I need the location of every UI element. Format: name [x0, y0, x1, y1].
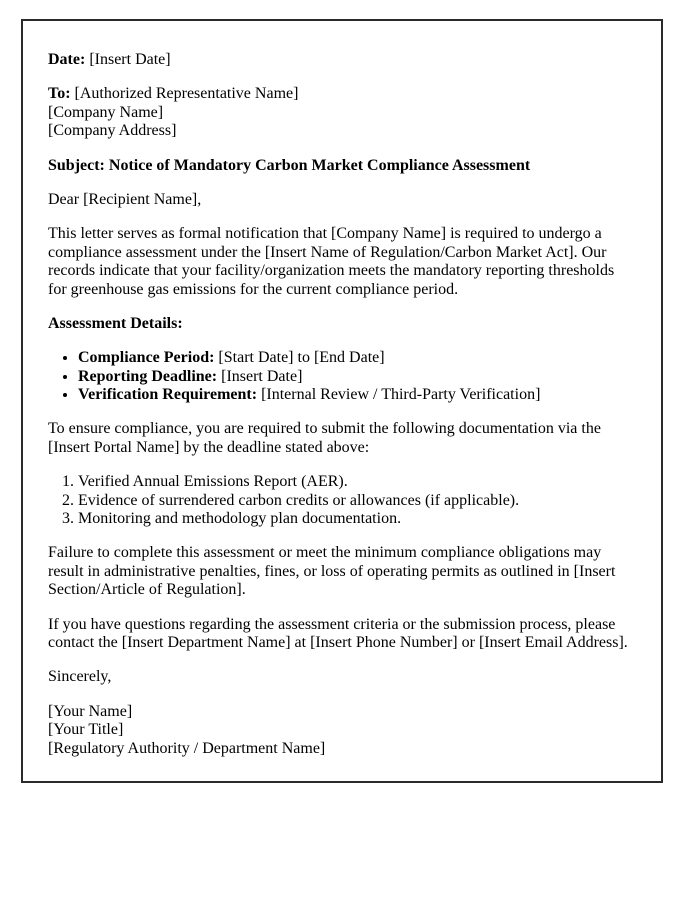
assessment-details-list — [48, 349, 636, 404]
list-item-value: [Internal Review / Third-Party Verification] — [257, 386, 541, 404]
list-item-label: Reporting Deadline: — [78, 367, 218, 385]
list-item-label: Compliance Period: — [78, 349, 215, 367]
intro-paragraph: This letter serves as formal notification that [Company Name] is required to undergo a compliance assessment under the [Insert Name of Regulation/Carbon Market Act]. Our records indicate that your facility/organization meets the mandatory reporting thresholds for greenhouse gas emissions for the current compliance period. — [48, 225, 615, 298]
list-item-value: [Start Date] to [End Date] — [214, 349, 385, 367]
penalty-paragraph: Failure to complete this assessment or meet the minimum compliance obligations may result in administrative penalties, fines, or loss of operating permits as outlined in [Insert Section/Article of Regulation]. — [48, 544, 616, 599]
assessment-details-heading: Assessment Details: — [48, 314, 183, 332]
list-item-reporting-deadline — [78, 368, 636, 386]
list-item-verification-requirement — [78, 386, 636, 404]
to-label: To: — [48, 85, 71, 103]
salutation: Dear [Recipient Name], — [48, 190, 202, 208]
list-item-compliance-period — [78, 349, 636, 367]
required-documents-list — [48, 473, 636, 528]
date-label: Date: — [48, 51, 86, 68]
letter-document — [21, 19, 663, 783]
to-value: [Authorized Representative Name] — [70, 85, 299, 103]
signature-authority: [Regulatory Authority / Department Name] — [48, 739, 326, 757]
list-item-aer: 1. Verified Annual Emissions Report (AER). — [78, 473, 636, 491]
signature-title: [Your Title] — [48, 721, 124, 739]
signature-block — [48, 703, 636, 758]
company-name: [Company Name] — [48, 103, 164, 121]
recipient-block — [48, 85, 636, 140]
date-value: [Insert Date] — [85, 51, 171, 68]
list-item-value: [Insert Date] — [217, 367, 303, 385]
contact-paragraph: If you have questions regarding the assessment criteria or the submission process, please contact the [Insert Department Name] at [Insert Phone Number] or [Insert Email Address]. — [48, 615, 628, 651]
company-address: [Company Address] — [48, 122, 177, 140]
date-line — [48, 51, 636, 69]
list-item-monitoring-plan: 3. Monitoring and methodology plan documentation. — [78, 510, 636, 528]
closing: Sincerely, — [48, 668, 112, 686]
list-item-label: Verification Requirement: — [78, 386, 258, 404]
list-item-credits-evidence: 2. Evidence of surrendered carbon credits or allowances (if applicable). — [78, 492, 636, 510]
submission-paragraph: To ensure compliance, you are required to submit the following documentation via the [Insert Portal Name] by the deadline stated above: — [48, 420, 601, 456]
subject-line: Subject: Notice of Mandatory Carbon Market Compliance Assessment — [48, 156, 531, 174]
signature-name: [Your Name] — [48, 702, 133, 720]
